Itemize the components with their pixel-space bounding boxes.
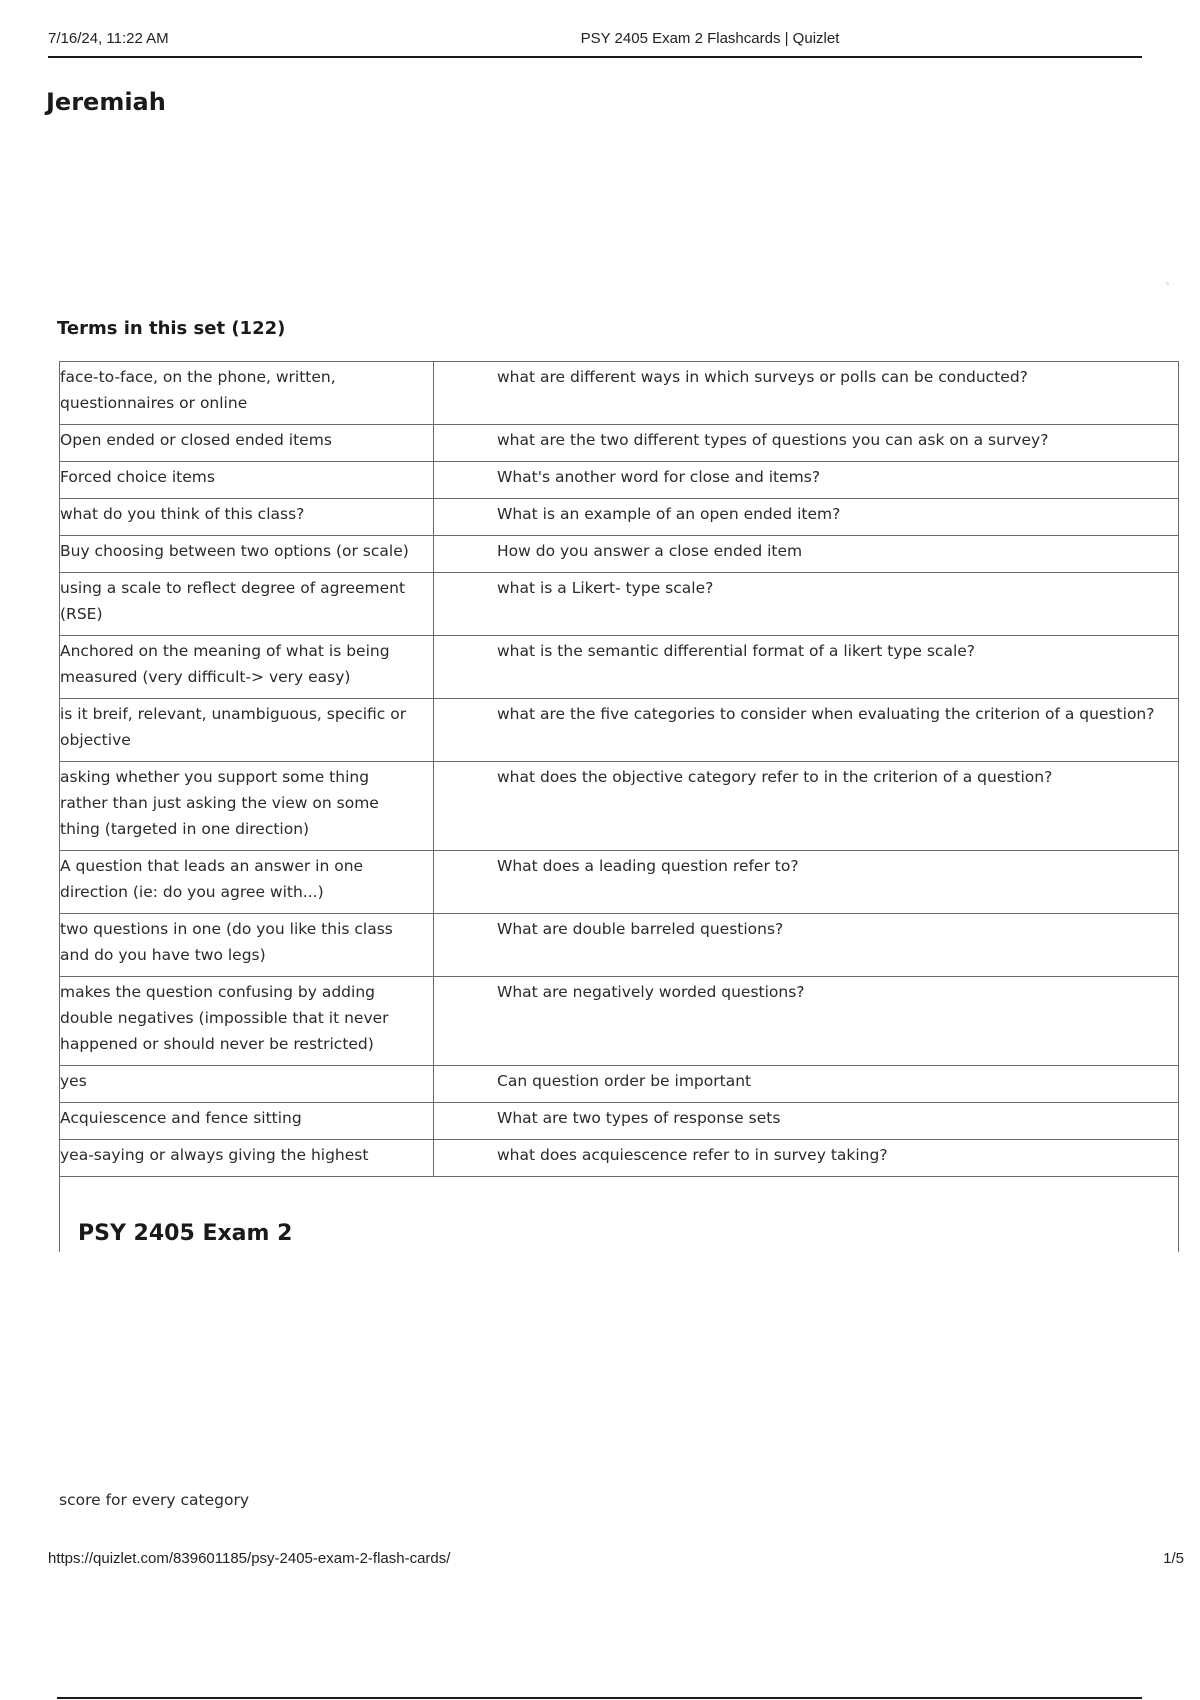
table-row xyxy=(60,499,1180,536)
definition-cell: What are negatively worded questions? xyxy=(434,977,1180,1066)
term-cell: yes xyxy=(60,1066,434,1103)
page-number: 1/5 xyxy=(1163,1550,1184,1567)
terms-table-container xyxy=(59,361,1179,1252)
decorative-dot xyxy=(1166,282,1169,285)
footer-divider xyxy=(57,1697,1142,1699)
table-row xyxy=(60,425,1180,462)
definition-cell: what are the five categories to consider when evaluating the criterion of a question? xyxy=(434,699,1180,762)
term-cell: A question that leads an answer in one direction (ie: do you agree with...) xyxy=(60,851,434,914)
term-cell: yea-saying or always giving the highest xyxy=(60,1140,434,1177)
definition-cell: what are different ways in which surveys or polls can be conducted? xyxy=(434,362,1180,425)
definition-cell: How do you answer a close ended item xyxy=(434,536,1180,573)
definition-cell: What are two types of response sets xyxy=(434,1103,1180,1140)
term-continuation-text: score for every category xyxy=(59,1491,250,1509)
definition-cell: Can question order be important xyxy=(434,1066,1180,1103)
print-page-title: PSY 2405 Exam 2 Flashcards | Quizlet xyxy=(580,30,840,47)
term-cell: Acquiescence and fence sitting xyxy=(60,1103,434,1140)
terms-heading: Terms in this set (122) xyxy=(57,318,286,339)
term-cell: Forced choice items xyxy=(60,462,434,499)
set-title: PSY 2405 Exam 2 xyxy=(74,1221,296,1246)
term-cell: two questions in one (do you like this class and do you have two legs) xyxy=(60,914,434,977)
definition-cell: what are the two different types of questions you can ask on a survey? xyxy=(434,425,1180,462)
term-cell: Open ended or closed ended items xyxy=(60,425,434,462)
table-row xyxy=(60,699,1180,762)
table-row xyxy=(60,1140,1180,1177)
term-cell: what do you think of this class? xyxy=(60,499,434,536)
definition-cell: What are double barreled questions? xyxy=(434,914,1180,977)
term-cell: Buy choosing between two options (or scale) xyxy=(60,536,434,573)
definition-cell: What is an example of an open ended item? xyxy=(434,499,1180,536)
table-row xyxy=(60,762,1180,851)
table-row xyxy=(60,977,1180,1066)
table-row xyxy=(60,536,1180,573)
terms-table xyxy=(59,361,1179,1177)
term-cell: is it breif, relevant, unambiguous, specific or objective xyxy=(60,699,434,762)
definition-cell: What's another word for close and items? xyxy=(434,462,1180,499)
definition-cell: what does the objective category refer to in the criterion of a question? xyxy=(434,762,1180,851)
print-date: 7/16/24, 11:22 AM xyxy=(48,30,169,47)
term-cell: asking whether you support some thing rather than just asking the view on some thing (targeted in one direction) xyxy=(60,762,434,851)
table-row xyxy=(60,462,1180,499)
table-row xyxy=(60,914,1180,977)
definition-cell: What does a leading question refer to? xyxy=(434,851,1180,914)
table-row xyxy=(60,851,1180,914)
author-name: Jeremiah xyxy=(46,88,166,116)
table-row xyxy=(60,1066,1180,1103)
table-row xyxy=(60,362,1180,425)
term-cell: makes the question confusing by adding double negatives (impossible that it never happened or should never be restricted) xyxy=(60,977,434,1066)
table-row xyxy=(60,1103,1180,1140)
term-cell: face-to-face, on the phone, written, questionnaires or online xyxy=(60,362,434,425)
header-divider xyxy=(48,56,1142,58)
definition-cell: what does acquiescence refer to in survey taking? xyxy=(434,1140,1180,1177)
page-url: https://quizlet.com/839601185/psy-2405-exam-2-flash-cards/ xyxy=(48,1550,451,1567)
definition-cell: what is the semantic differential format of a likert type scale? xyxy=(434,636,1180,699)
term-cell: using a scale to reflect degree of agreement (RSE) xyxy=(60,573,434,636)
table-row xyxy=(60,636,1180,699)
term-cell: Anchored on the meaning of what is being measured (very difficult-> very easy) xyxy=(60,636,434,699)
definition-cell: what is a Likert- type scale? xyxy=(434,573,1180,636)
table-row xyxy=(60,573,1180,636)
